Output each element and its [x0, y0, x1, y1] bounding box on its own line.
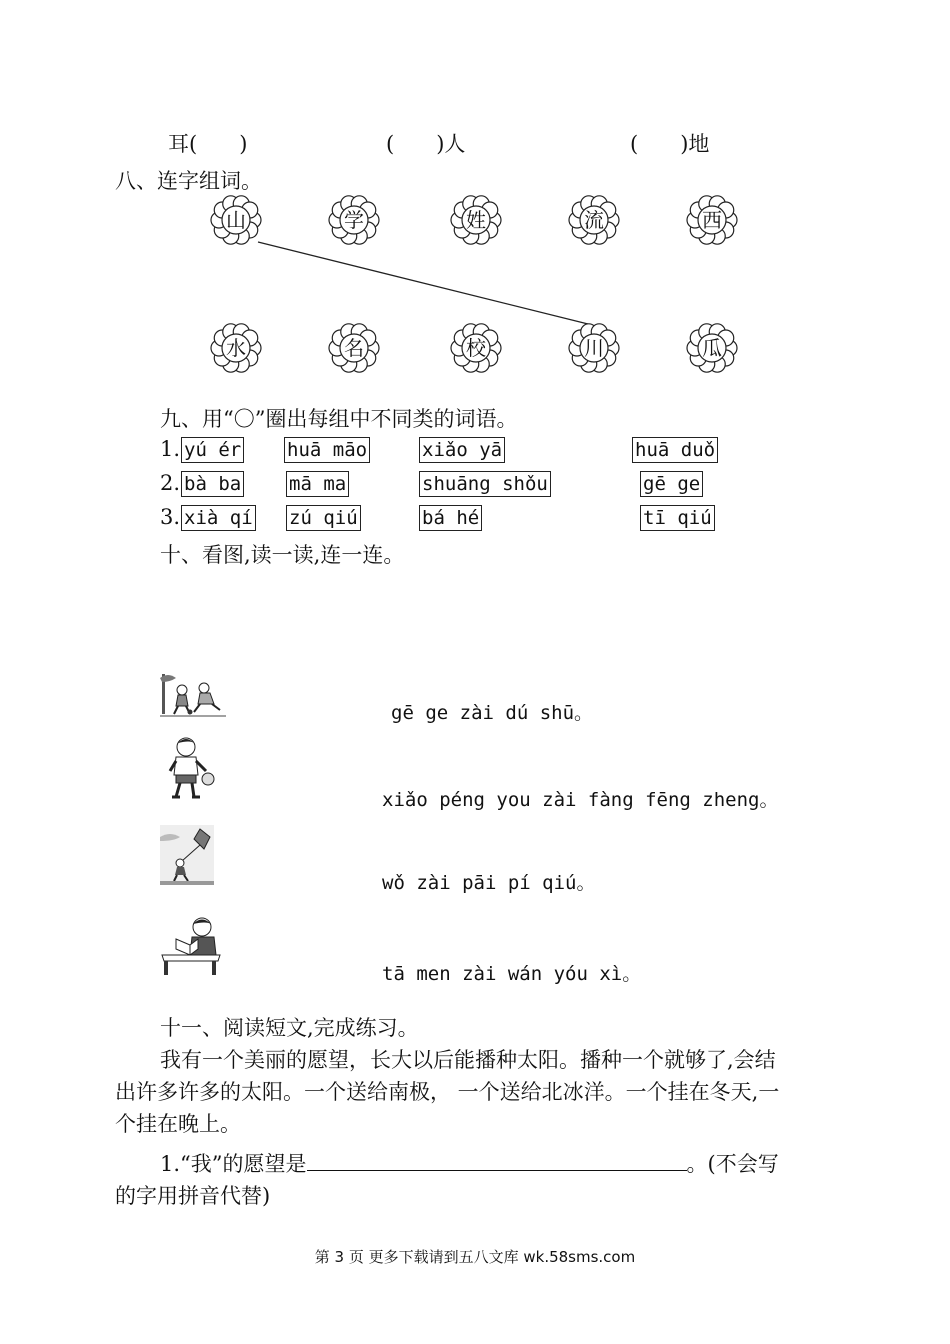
sentence-3: wǒ zài pāi pí qiú。 [382, 872, 596, 894]
section-9-title: 九、用“〇”圈出每组中不同类的词语。 [160, 407, 518, 431]
flower-character: 姓 [466, 208, 486, 232]
section-11-title: 十一、阅读短文,完成练习。 [160, 1016, 419, 1040]
answer-blank[interactable] [307, 1152, 687, 1171]
flower-top-5[interactable] [686, 194, 738, 246]
fill-in-ren: ( )人 [386, 132, 466, 156]
flower-bottom-5[interactable] [686, 322, 738, 374]
passage-line: 我有一个美丽的愿望，长大以后能播种太阳。播种一个就够了,会结 [160, 1048, 776, 1072]
word-box: yú ér [181, 437, 244, 463]
flower-character: 学 [344, 208, 364, 232]
word-box: zú qiú [286, 505, 361, 531]
section-8-title: 八、连字组词。 [115, 169, 262, 193]
section-10-title: 十、看图,读一读,连一连。 [160, 543, 405, 567]
sentence-1: gē ge zài dú shū。 [391, 702, 594, 724]
flower-top-3[interactable] [450, 194, 502, 246]
flower-character: 校 [466, 336, 486, 360]
flower-bottom-4[interactable] [568, 322, 620, 374]
flower-character: 水 [226, 336, 246, 360]
question-1-suffix: 。(不会写 [686, 1152, 779, 1176]
sentence-2: xiǎo péng you zài fàng fēng zheng。 [382, 789, 779, 811]
sentence-4: tā men zài wán yóu xì。 [382, 963, 642, 985]
word-box: xià qí [181, 505, 256, 531]
row-number: 3. [160, 505, 181, 529]
word-box: gē ge [640, 471, 703, 497]
question-1-continued: 的字用拼音代替) [115, 1184, 271, 1208]
word-box: huā māo [284, 437, 370, 463]
word-box: shuāng shǒu [419, 471, 551, 497]
flower-top-1[interactable] [210, 194, 262, 246]
flower-character: 流 [584, 208, 604, 232]
boy-flying-kite-picture [160, 825, 214, 885]
flower-character: 瓜 [702, 336, 722, 360]
passage-line: 个挂在晚上。 [115, 1112, 241, 1136]
word-box: mā ma [286, 471, 349, 497]
flower-character: 名 [344, 336, 364, 360]
word-box: huā duǒ [632, 437, 718, 463]
flower-bottom-3[interactable] [450, 322, 502, 374]
flower-bottom-1[interactable] [210, 322, 262, 374]
flower-character: 川 [584, 336, 604, 360]
word-box: bà ba [181, 471, 244, 497]
word-box: bá hé [419, 505, 482, 531]
question-1 [160, 1148, 779, 1178]
flower-character: 西 [702, 208, 722, 232]
children-playing-picture [160, 672, 226, 718]
flower-top-4[interactable] [568, 194, 620, 246]
flower-top-2[interactable] [328, 194, 380, 246]
row-number: 1. [160, 437, 181, 461]
fill-in-er: 耳( ) [168, 132, 248, 156]
question-1-prefix: 1.“我”的愿望是 [160, 1152, 307, 1176]
flower-bottom-2[interactable] [328, 322, 380, 374]
boy-reading-picture [160, 915, 222, 977]
row-number: 2. [160, 471, 181, 495]
page-footer: 第 3 页 更多下载请到五八文库 wk.58sms.com [314, 1248, 636, 1266]
word-box: xiǎo yā [419, 437, 505, 463]
word-box: tī qiú [640, 505, 715, 531]
flower-character: 山 [226, 208, 246, 232]
passage-line: 出许多许多的太阳。一个送给南极， 一个送给北冰洋。一个挂在冬天,一 [115, 1080, 780, 1104]
boy-bouncing-ball-picture [160, 735, 226, 801]
fill-in-di: ( )地 [630, 132, 710, 156]
